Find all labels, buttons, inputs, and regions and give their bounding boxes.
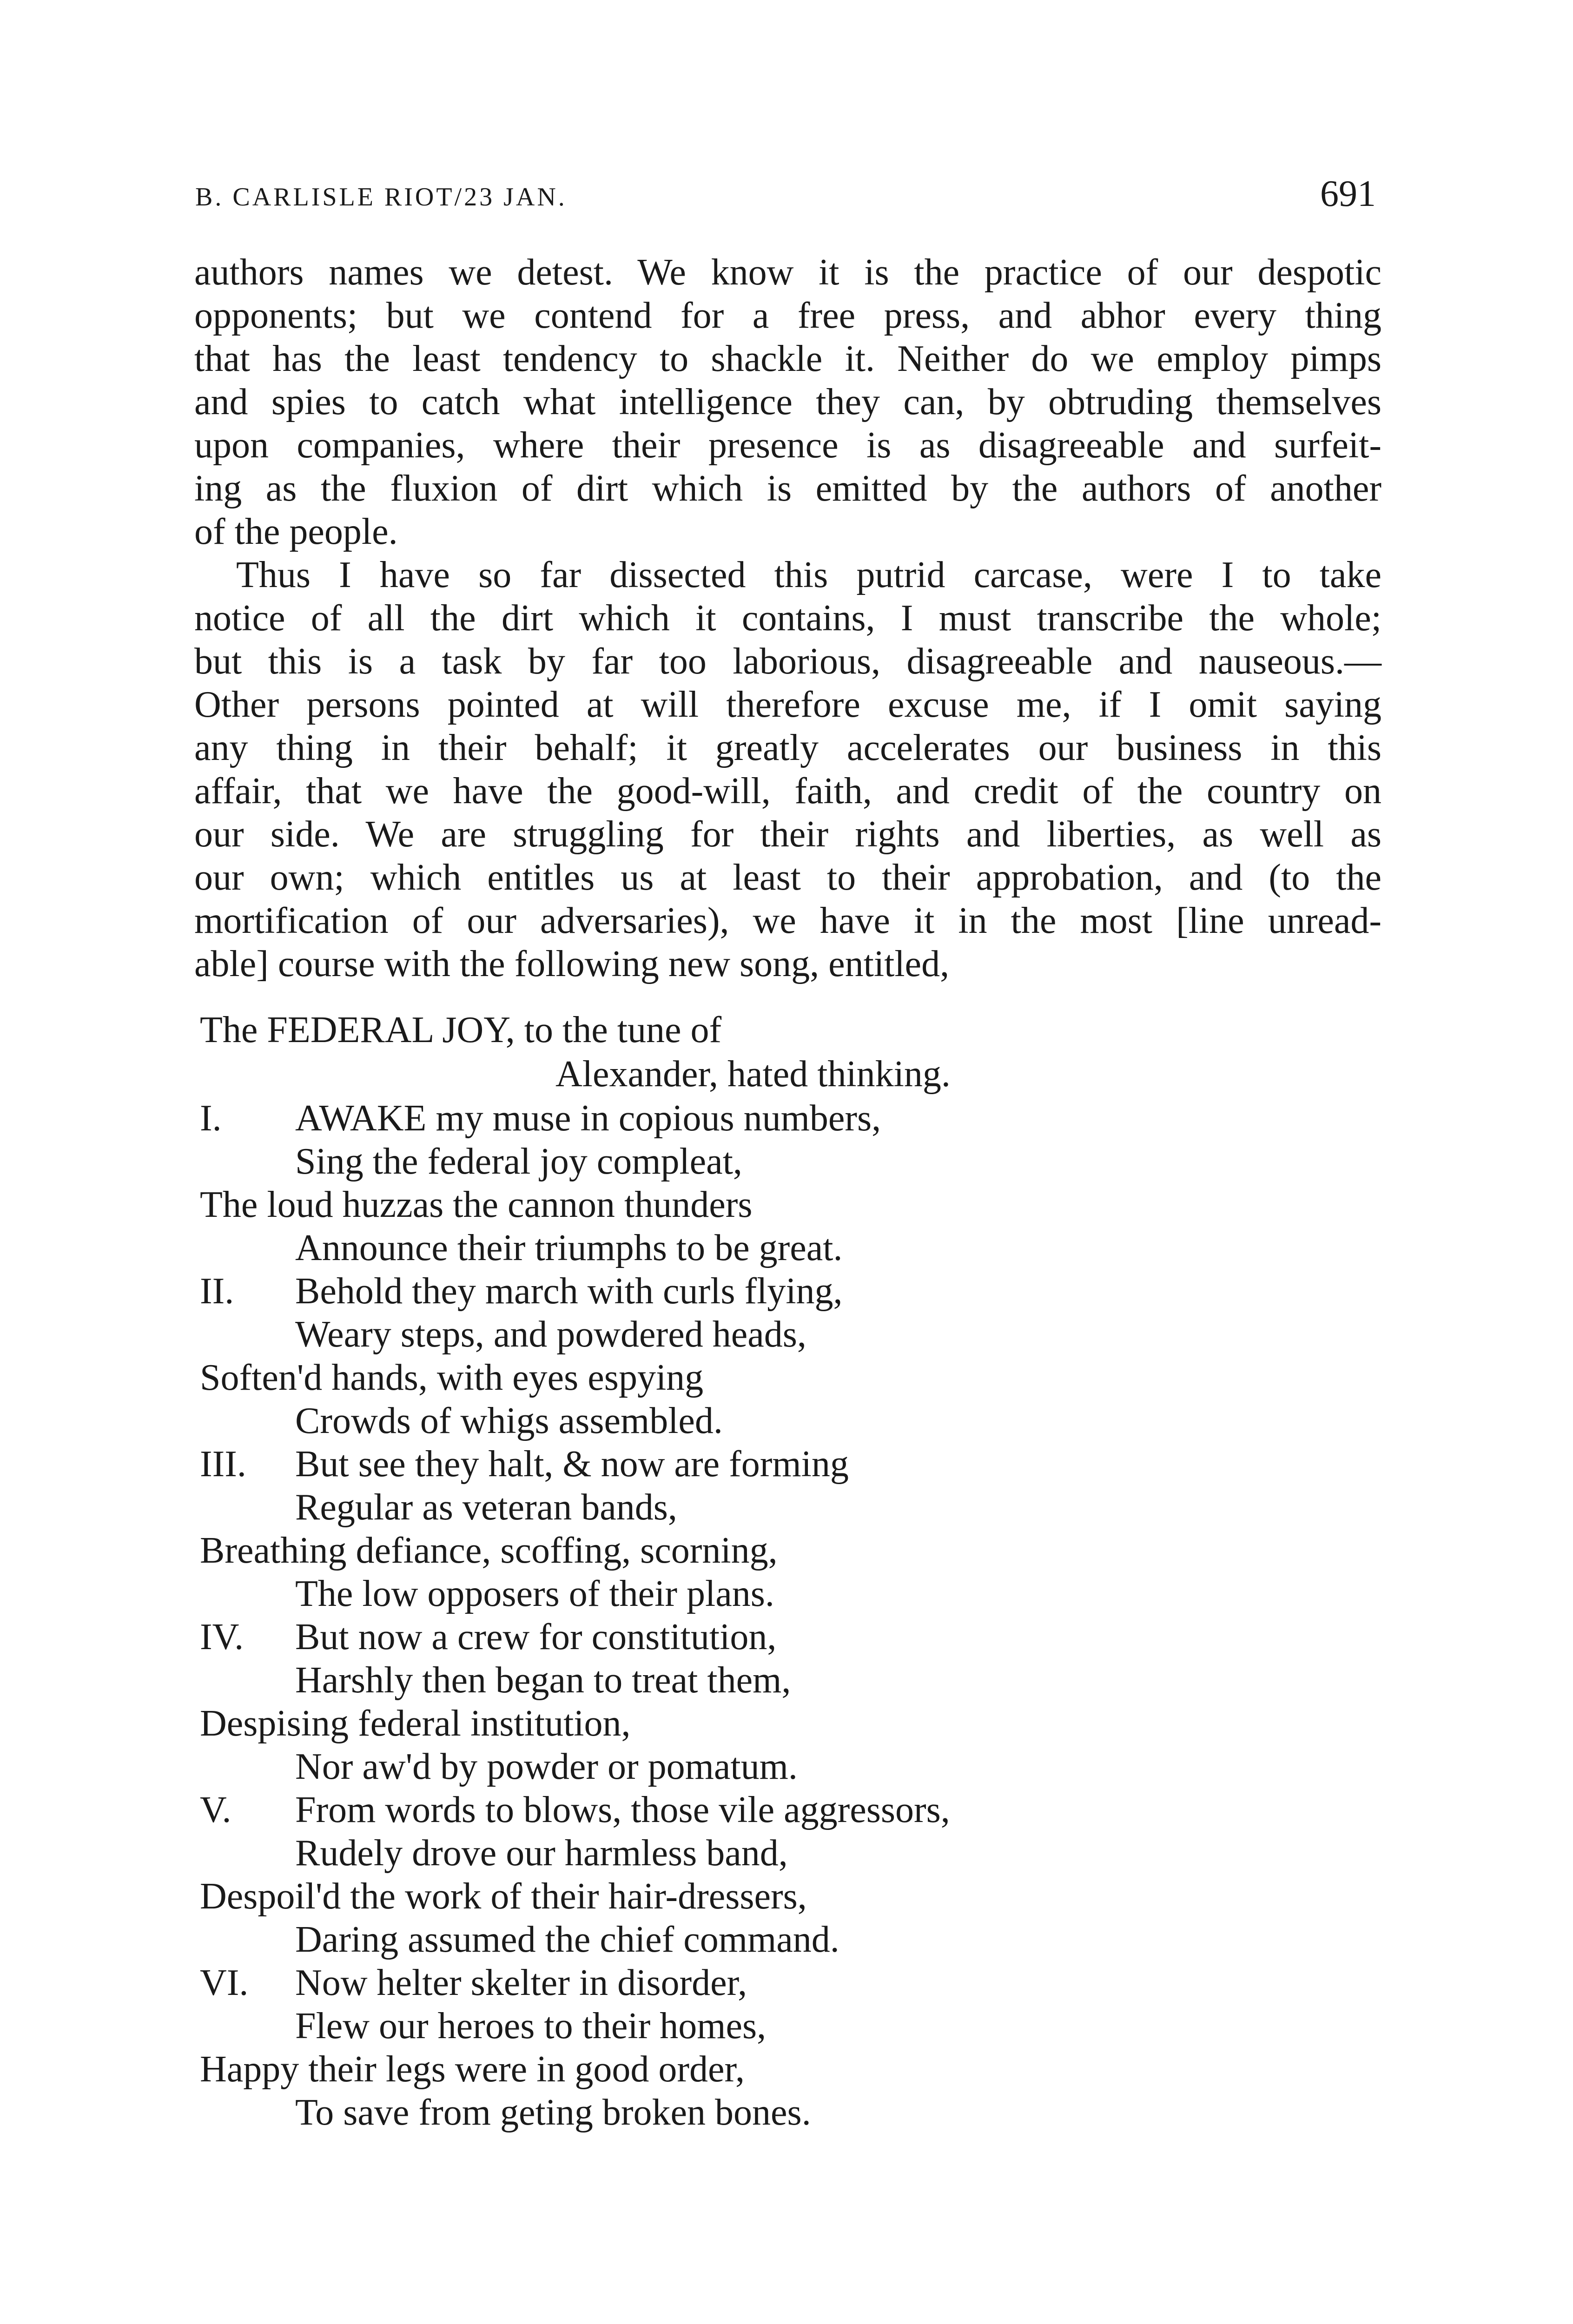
running-head: B. CARLISLE RIOT/23 JAN.	[195, 183, 567, 211]
prose-line: ing as the fluxion of dirt which is emitted by the authors of another	[194, 468, 1381, 509]
verse-text: From words to blows, those vile aggressors,	[295, 1789, 950, 1830]
verse-number: V.	[200, 1789, 231, 1830]
verse-text: But see they halt, & now are forming	[295, 1444, 849, 1485]
verse-number: III.	[200, 1444, 246, 1485]
verse-line: Weary steps, and powdered heads,	[295, 1314, 806, 1355]
song-tune: Alexander, hated thinking.	[555, 1054, 951, 1095]
prose-line: any thing in their behalf; it greatly accelerates our business in this	[194, 727, 1381, 768]
prose-line: upon companies, where their presence is as disagreeable and surfeit-	[194, 425, 1381, 466]
verse-line: Crowds of whigs assembled.	[295, 1400, 723, 1441]
verse-line: Sing the federal joy compleat,	[295, 1141, 742, 1182]
song-verses	[200, 1097, 1223, 2134]
prose-line: opponents; but we contend for a free press, and abhor every thing	[194, 295, 1381, 336]
verse-line	[200, 1961, 1223, 2005]
page-number: 691	[1320, 173, 1376, 214]
prose-line: Thus I have so far dissected this putrid carcase, were I to take	[236, 555, 1381, 595]
verse-line	[200, 1270, 1223, 1313]
verse-line: Rudely drove our harmless band,	[295, 1833, 788, 1874]
verse-line: To save from geting broken bones.	[295, 2092, 811, 2133]
verse-line: Regular as veteran bands,	[295, 1487, 677, 1528]
verse-text: Behold they march with curls flying,	[295, 1271, 843, 1312]
prose-line: our own; which entitles us at least to their approbation, and (to the	[194, 857, 1381, 898]
verse-line: Harshly then began to treat them,	[295, 1660, 791, 1701]
verse-number: IV.	[200, 1617, 244, 1657]
prose-line: but this is a task by far too laborious, disagreeable and nauseous.—	[194, 641, 1381, 682]
prose-line: authors names we detest. We know it is the practice of our despotic	[194, 252, 1381, 293]
verse-line: Despising federal institution,	[200, 1703, 631, 1744]
verse-line: Breathing defiance, scoffing, scorning,	[200, 1530, 778, 1571]
verse-number: VI.	[200, 1962, 249, 2003]
prose-line: Other persons pointed at will therefore excuse me, if I omit saying	[194, 684, 1381, 725]
verse-text: Now helter skelter in disorder,	[295, 1962, 747, 2003]
verse-line: Happy their legs were in good order,	[200, 2049, 745, 2090]
prose-line: notice of all the dirt which it contains, I must transcribe the whole;	[194, 598, 1381, 639]
prose-body	[194, 251, 1381, 986]
verse-line	[200, 1097, 1223, 1140]
verse-line: Announce their triumphs to be great.	[295, 1228, 843, 1268]
prose-line: and spies to catch what intelligence they can, by obtruding themselves	[194, 382, 1381, 423]
prose-line: able] course with the following new song, entitled,	[194, 944, 950, 984]
prose-line: of the people.	[194, 511, 398, 552]
verse-text: But now a crew for constitution,	[295, 1617, 777, 1657]
verse-line: Despoil'd the work of their hair-dressers,	[200, 1876, 807, 1917]
verse-line	[200, 1443, 1223, 1486]
verse-line: The loud huzzas the cannon thunders	[200, 1184, 753, 1225]
prose-line: our side. We are struggling for their rights and liberties, as well as	[194, 814, 1381, 855]
verse-text: AWAKE my muse in copious numbers,	[295, 1098, 881, 1139]
verse-line: The low opposers of their plans.	[295, 1573, 774, 1614]
song-title: The FEDERAL JOY, to the tune of	[200, 1010, 722, 1050]
prose-line: that has the least tendency to shackle it. Neither do we employ pimps	[194, 338, 1381, 379]
prose-line: mortification of our adversaries), we have it in the most [line unread-	[194, 900, 1381, 941]
prose-line: affair, that we have the good-will, faith, and credit of the country on	[194, 771, 1381, 812]
verse-number: I.	[200, 1098, 222, 1139]
verse-number: II.	[200, 1271, 234, 1312]
verse-line	[200, 1616, 1223, 1659]
verse-line	[200, 1789, 1223, 1832]
verse-line: Flew our heroes to their homes,	[295, 2006, 767, 2047]
verse-line: Daring assumed the chief command.	[295, 1919, 839, 1960]
verse-line: Nor aw'd by powder or pomatum.	[295, 1746, 798, 1787]
verse-line: Soften'd hands, with eyes espying	[200, 1357, 704, 1398]
